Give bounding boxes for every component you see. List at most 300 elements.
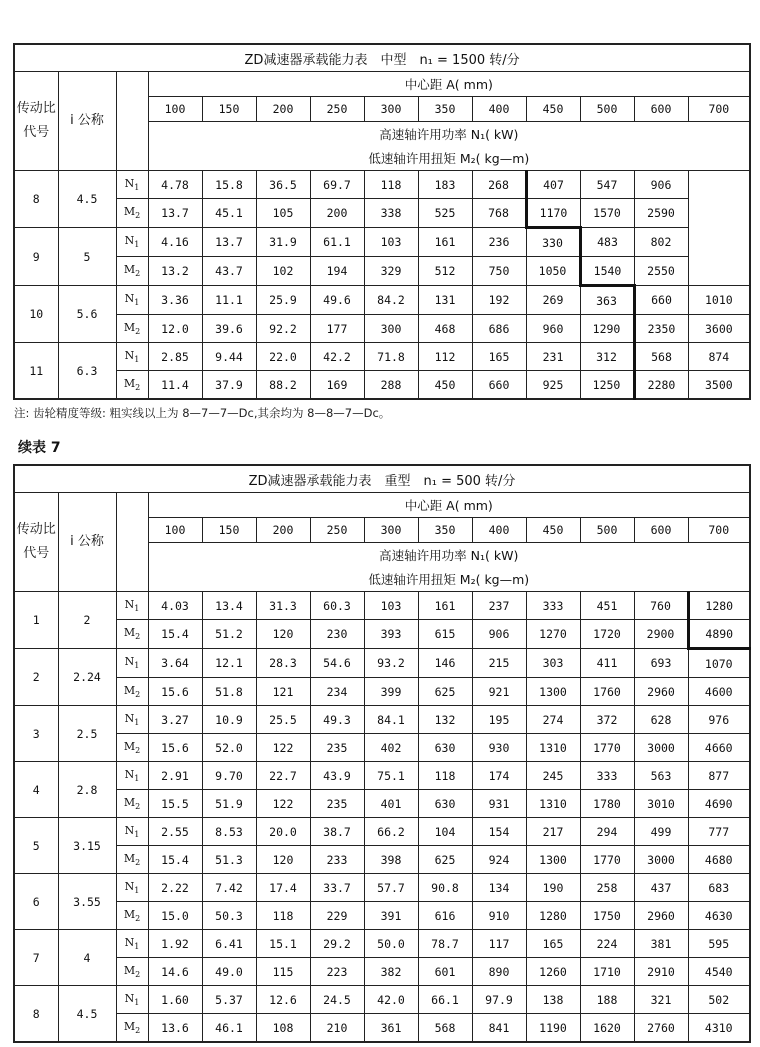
torque-symbol: $M_2$ [116, 846, 148, 874]
torque-value: 4890 [688, 620, 750, 649]
continued-table-title: 续表 7 [18, 440, 61, 456]
torque-value: 1300 [526, 678, 580, 706]
torque-value: 2910 [634, 958, 688, 986]
center-distance-value: 600 [634, 518, 688, 543]
ratio-code: 11 [14, 343, 58, 400]
torque-value: 3500 [688, 371, 750, 400]
torque-value: 399 [364, 678, 418, 706]
torque-value: 1270 [526, 620, 580, 649]
torque-value: 51.9 [202, 790, 256, 818]
torque-value: 931 [472, 790, 526, 818]
power-value: 132 [418, 706, 472, 734]
power-value: 161 [418, 592, 472, 620]
torque-value: 102 [256, 257, 310, 286]
torque-value: 230 [310, 620, 364, 649]
power-value: 5.37 [202, 986, 256, 1014]
torque-value: 601 [418, 958, 472, 986]
torque-value: 51.8 [202, 678, 256, 706]
power-value: 483 [580, 228, 634, 257]
torque-value: 930 [472, 734, 526, 762]
torque-value: 630 [418, 790, 472, 818]
torque-value: 338 [364, 199, 418, 228]
torque-value: 223 [310, 958, 364, 986]
power-value: 2.85 [148, 343, 202, 371]
power-label: 高速轴许用功率 N₁( kW) [148, 543, 750, 568]
power-symbol: $N_1$ [116, 286, 148, 315]
torque-symbol: $M_2$ [116, 734, 148, 762]
power-value: 57.7 [364, 874, 418, 902]
power-value: 84.1 [364, 706, 418, 734]
power-value: 760 [634, 592, 688, 620]
torque-value: 194 [310, 257, 364, 286]
torque-value: 15.6 [148, 678, 202, 706]
power-value: 66.1 [418, 986, 472, 1014]
torque-value: 50.3 [202, 902, 256, 930]
center-distance-value: 100 [148, 518, 202, 543]
table-title: ZD减速器承载能力表 重型 n₁ = 500 转/分 [14, 465, 750, 493]
center-distance-value: 350 [418, 97, 472, 122]
ratio-code: 7 [14, 930, 58, 986]
torque-value: 43.7 [202, 257, 256, 286]
torque-value: 122 [256, 734, 310, 762]
power-value: 60.3 [310, 592, 364, 620]
power-value: 1280 [688, 592, 750, 620]
power-value: 6.41 [202, 930, 256, 958]
torque-value: 4310 [688, 1014, 750, 1043]
power-value: 24.5 [310, 986, 364, 1014]
torque-value: 450 [418, 371, 472, 400]
power-value: 15.1 [256, 930, 310, 958]
torque-value: 468 [418, 315, 472, 343]
power-value: 9.44 [202, 343, 256, 371]
torque-symbol: $M_2$ [116, 790, 148, 818]
power-value: 1.92 [148, 930, 202, 958]
torque-value: 2590 [634, 199, 688, 228]
torque-value: 51.3 [202, 846, 256, 874]
torque-value: 120 [256, 846, 310, 874]
ratio-code: 6 [14, 874, 58, 930]
torque-value: 1570 [580, 199, 634, 228]
torque-value: 1620 [580, 1014, 634, 1043]
ratio-code: 1 [14, 592, 58, 649]
nominal-ratio: 3.15 [58, 818, 116, 874]
center-distance-value: 200 [256, 518, 310, 543]
power-value: 195 [472, 706, 526, 734]
power-value: 802 [634, 228, 688, 257]
nominal-ratio: 6.3 [58, 343, 116, 400]
power-value: 312 [580, 343, 634, 371]
power-value: 192 [472, 286, 526, 315]
torque-value: 1770 [580, 734, 634, 762]
torque-value: 120 [256, 620, 310, 649]
center-distance-value: 100 [148, 97, 202, 122]
torque-value: 512 [418, 257, 472, 286]
power-value: 154 [472, 818, 526, 846]
power-value: 437 [634, 874, 688, 902]
torque-value: 115 [256, 958, 310, 986]
torque-value: 169 [310, 371, 364, 400]
torque-value: 45.1 [202, 199, 256, 228]
torque-value: 768 [472, 199, 526, 228]
power-value: 20.0 [256, 818, 310, 846]
torque-value: 906 [472, 620, 526, 649]
power-value: 22.7 [256, 762, 310, 790]
torque-value: 402 [364, 734, 418, 762]
center-distance-value: 600 [634, 97, 688, 122]
nominal-ratio: 2.5 [58, 706, 116, 762]
torque-value: 235 [310, 790, 364, 818]
torque-value: 200 [310, 199, 364, 228]
center-distance-value: 300 [364, 518, 418, 543]
torque-value: 525 [418, 199, 472, 228]
power-value: 363 [580, 286, 634, 315]
power-label: 高速轴许用功率 N₁( kW) [148, 122, 750, 147]
power-value: 61.1 [310, 228, 364, 257]
torque-value: 841 [472, 1014, 526, 1043]
ratio-code: 9 [14, 228, 58, 286]
nominal-ratio: 4 [58, 930, 116, 986]
ratio-code: 8 [14, 986, 58, 1043]
torque-value: 2350 [634, 315, 688, 343]
torque-symbol: $M_2$ [116, 315, 148, 343]
center-distance-value: 450 [526, 97, 580, 122]
power-value: 138 [526, 986, 580, 1014]
torque-value: 1720 [580, 620, 634, 649]
torque-value: 2280 [634, 371, 688, 400]
torque-symbol: $M_2$ [116, 902, 148, 930]
torque-value: 2900 [634, 620, 688, 649]
nominal-ratio: 5.6 [58, 286, 116, 343]
power-value: 42.2 [310, 343, 364, 371]
power-value: 330 [526, 228, 580, 257]
torque-value: 300 [364, 315, 418, 343]
center-distance-label: 中心距 A( mm) [148, 72, 750, 97]
torque-value: 4540 [688, 958, 750, 986]
power-value: 499 [634, 818, 688, 846]
nominal-ratio: 4.5 [58, 986, 116, 1043]
nominal-ratio: 4.5 [58, 171, 116, 228]
torque-value: 1290 [580, 315, 634, 343]
torque-value: 39.6 [202, 315, 256, 343]
power-value: 237 [472, 592, 526, 620]
torque-value: 1260 [526, 958, 580, 986]
nominal-ratio: 2.8 [58, 762, 116, 818]
power-value: 3.64 [148, 649, 202, 678]
power-value: 84.2 [364, 286, 418, 315]
power-value: 146 [418, 649, 472, 678]
power-value: 75.1 [364, 762, 418, 790]
torque-value: 960 [526, 315, 580, 343]
power-value: 2.55 [148, 818, 202, 846]
torque-value: 92.2 [256, 315, 310, 343]
center-distance-value: 400 [472, 97, 526, 122]
torque-value: 210 [310, 1014, 364, 1043]
torque-symbol: $M_2$ [116, 199, 148, 228]
col-header-ratio-code: 传动比代号 [14, 72, 58, 171]
power-value: 97.9 [472, 986, 526, 1014]
power-value: 372 [580, 706, 634, 734]
center-distance-value: 250 [310, 97, 364, 122]
torque-value: 15.0 [148, 902, 202, 930]
torque-label: 低速轴许用扭矩 M₂( kg—m) [148, 146, 750, 171]
power-value: 274 [526, 706, 580, 734]
torque-value: 686 [472, 315, 526, 343]
power-value: 563 [634, 762, 688, 790]
power-value: 11.1 [202, 286, 256, 315]
power-value: 268 [472, 171, 526, 199]
power-value: 258 [580, 874, 634, 902]
power-value: 118 [364, 171, 418, 199]
power-value: 165 [526, 930, 580, 958]
torque-value: 235 [310, 734, 364, 762]
torque-value: 12.0 [148, 315, 202, 343]
center-distance-value: 450 [526, 518, 580, 543]
ratio-code: 5 [14, 818, 58, 874]
col-header-symbol [116, 493, 148, 592]
center-distance-value: 150 [202, 97, 256, 122]
power-symbol: $N_1$ [116, 171, 148, 199]
torque-value: 234 [310, 678, 364, 706]
power-value: 976 [688, 706, 750, 734]
torque-value: 660 [472, 371, 526, 400]
col-header-symbol [116, 72, 148, 171]
power-value: 269 [526, 286, 580, 315]
power-value: 236 [472, 228, 526, 257]
torque-value: 568 [418, 1014, 472, 1043]
power-value: 381 [634, 930, 688, 958]
power-value: 8.53 [202, 818, 256, 846]
power-value: 595 [688, 930, 750, 958]
torque-value: 910 [472, 902, 526, 930]
torque-value: 121 [256, 678, 310, 706]
torque-value: 13.6 [148, 1014, 202, 1043]
torque-value: 630 [418, 734, 472, 762]
power-value: 161 [418, 228, 472, 257]
center-distance-label: 中心距 A( mm) [148, 493, 750, 518]
power-value: 12.6 [256, 986, 310, 1014]
torque-value: 13.2 [148, 257, 202, 286]
power-value: 4.16 [148, 228, 202, 257]
power-value: 13.7 [202, 228, 256, 257]
torque-value: 1280 [526, 902, 580, 930]
torque-value: 393 [364, 620, 418, 649]
torque-value: 391 [364, 902, 418, 930]
power-value: 4.78 [148, 171, 202, 199]
power-value: 407 [526, 171, 580, 199]
power-value: 31.9 [256, 228, 310, 257]
ratio-code: 8 [14, 171, 58, 228]
power-symbol: $N_1$ [116, 592, 148, 620]
power-value: 502 [688, 986, 750, 1014]
torque-value: 1780 [580, 790, 634, 818]
power-value: 9.70 [202, 762, 256, 790]
power-value: 303 [526, 649, 580, 678]
power-value: 103 [364, 592, 418, 620]
power-value: 660 [634, 286, 688, 315]
power-symbol: $N_1$ [116, 343, 148, 371]
power-value: 165 [472, 343, 526, 371]
torque-value: 229 [310, 902, 364, 930]
torque-value: 1540 [580, 257, 634, 286]
torque-value: 401 [364, 790, 418, 818]
torque-value: 3000 [634, 734, 688, 762]
power-value: 50.0 [364, 930, 418, 958]
torque-value: 361 [364, 1014, 418, 1043]
power-value: 628 [634, 706, 688, 734]
center-distance-value: 500 [580, 518, 634, 543]
torque-value: 625 [418, 846, 472, 874]
torque-value: 625 [418, 678, 472, 706]
torque-value: 329 [364, 257, 418, 286]
torque-value: 1170 [526, 199, 580, 228]
load-capacity-table-medium [13, 43, 751, 400]
power-value: 78.7 [418, 930, 472, 958]
power-symbol: $N_1$ [116, 706, 148, 734]
power-value: 17.4 [256, 874, 310, 902]
power-value: 215 [472, 649, 526, 678]
center-distance-value: 700 [688, 518, 750, 543]
load-capacity-table-heavy [13, 464, 751, 1043]
torque-value: 3010 [634, 790, 688, 818]
power-value: 93.2 [364, 649, 418, 678]
power-value: 15.8 [202, 171, 256, 199]
torque-value: 1300 [526, 846, 580, 874]
torque-value: 1310 [526, 790, 580, 818]
ratio-code: 4 [14, 762, 58, 818]
torque-value: 51.2 [202, 620, 256, 649]
power-value: 38.7 [310, 818, 364, 846]
torque-label: 低速轴许用扭矩 M₂( kg—m) [148, 567, 750, 592]
torque-value: 4690 [688, 790, 750, 818]
power-value: 547 [580, 171, 634, 199]
torque-value: 15.4 [148, 846, 202, 874]
torque-value: 890 [472, 958, 526, 986]
torque-value: 1710 [580, 958, 634, 986]
accuracy-note: 注: 齿轮精度等级: 粗实线以上为 8—7—7—Dc,其余均为 8—8—7—Dc。 [14, 406, 391, 420]
center-distance-value: 200 [256, 97, 310, 122]
power-value: 131 [418, 286, 472, 315]
torque-value: 1760 [580, 678, 634, 706]
power-value: 118 [418, 762, 472, 790]
torque-value: 118 [256, 902, 310, 930]
power-value: 49.3 [310, 706, 364, 734]
nominal-ratio: 3.55 [58, 874, 116, 930]
torque-value: 2960 [634, 902, 688, 930]
torque-value: 15.6 [148, 734, 202, 762]
power-value: 3.36 [148, 286, 202, 315]
power-value: 294 [580, 818, 634, 846]
power-value: 103 [364, 228, 418, 257]
power-value: 1010 [688, 286, 750, 315]
torque-value: 382 [364, 958, 418, 986]
power-value: 49.6 [310, 286, 364, 315]
torque-value: 924 [472, 846, 526, 874]
torque-value: 2960 [634, 678, 688, 706]
power-value: 190 [526, 874, 580, 902]
power-value: 12.1 [202, 649, 256, 678]
power-value: 3.27 [148, 706, 202, 734]
power-value: 231 [526, 343, 580, 371]
power-value: 42.0 [364, 986, 418, 1014]
torque-value: 49.0 [202, 958, 256, 986]
power-value: 36.5 [256, 171, 310, 199]
power-value: 2.22 [148, 874, 202, 902]
power-value: 22.0 [256, 343, 310, 371]
power-symbol: $N_1$ [116, 818, 148, 846]
ratio-code: 2 [14, 649, 58, 706]
power-value: 4.03 [148, 592, 202, 620]
torque-value: 37.9 [202, 371, 256, 400]
power-value: 134 [472, 874, 526, 902]
torque-value: 1770 [580, 846, 634, 874]
torque-value: 1310 [526, 734, 580, 762]
power-value: 333 [580, 762, 634, 790]
torque-value: 398 [364, 846, 418, 874]
col-header-nominal-ratio: i 公称 [58, 72, 116, 171]
power-symbol: $N_1$ [116, 986, 148, 1014]
power-value: 13.4 [202, 592, 256, 620]
power-symbol: $N_1$ [116, 874, 148, 902]
power-value: 1070 [688, 649, 750, 678]
power-value: 54.6 [310, 649, 364, 678]
power-value: 7.42 [202, 874, 256, 902]
power-value: 112 [418, 343, 472, 371]
power-value: 1.60 [148, 986, 202, 1014]
torque-value: 1250 [580, 371, 634, 400]
power-value: 117 [472, 930, 526, 958]
torque-value: 750 [472, 257, 526, 286]
torque-symbol: $M_2$ [116, 1014, 148, 1043]
power-value: 777 [688, 818, 750, 846]
center-distance-value: 400 [472, 518, 526, 543]
power-value: 104 [418, 818, 472, 846]
center-distance-value: 150 [202, 518, 256, 543]
power-value: 31.3 [256, 592, 310, 620]
power-value: 90.8 [418, 874, 472, 902]
center-distance-value: 700 [688, 97, 750, 122]
torque-value: 288 [364, 371, 418, 400]
power-value: 10.9 [202, 706, 256, 734]
nominal-ratio: 2 [58, 592, 116, 649]
torque-value: 108 [256, 1014, 310, 1043]
torque-value: 616 [418, 902, 472, 930]
torque-value: 2550 [634, 257, 688, 286]
power-symbol: $N_1$ [116, 228, 148, 257]
power-value: 29.2 [310, 930, 364, 958]
power-value: 28.3 [256, 649, 310, 678]
power-value: 66.2 [364, 818, 418, 846]
power-value: 25.5 [256, 706, 310, 734]
center-distance-value: 500 [580, 97, 634, 122]
power-symbol: $N_1$ [116, 762, 148, 790]
torque-value [688, 257, 750, 286]
torque-value: 177 [310, 315, 364, 343]
power-value [688, 171, 750, 199]
torque-value: 3000 [634, 846, 688, 874]
torque-value: 4680 [688, 846, 750, 874]
torque-value: 925 [526, 371, 580, 400]
power-value: 69.7 [310, 171, 364, 199]
torque-value: 3600 [688, 315, 750, 343]
torque-value: 14.6 [148, 958, 202, 986]
torque-symbol: $M_2$ [116, 620, 148, 649]
torque-value: 1750 [580, 902, 634, 930]
torque-value: 15.4 [148, 620, 202, 649]
power-value: 568 [634, 343, 688, 371]
power-value: 25.9 [256, 286, 310, 315]
torque-symbol: $M_2$ [116, 678, 148, 706]
power-value: 245 [526, 762, 580, 790]
